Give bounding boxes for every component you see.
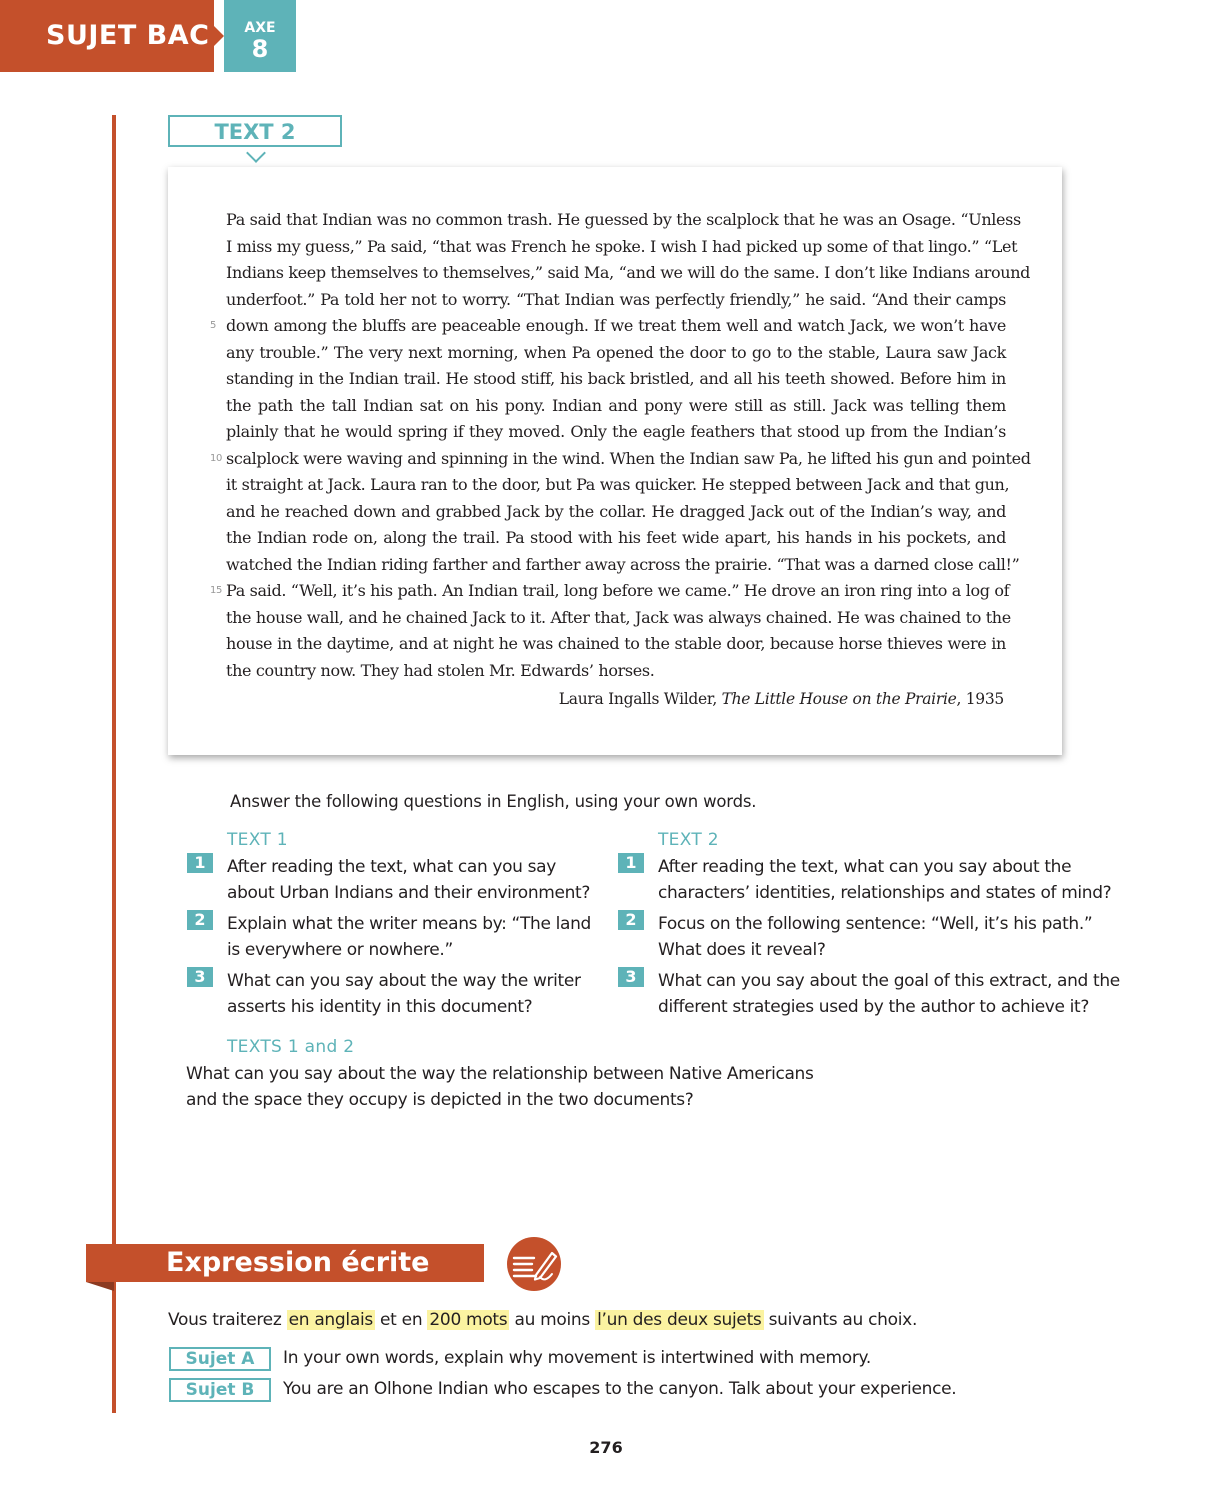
text2-heading: TEXT 2: [658, 830, 719, 850]
intro-text: suivants au choix.: [763, 1310, 918, 1330]
expression-ecrite-title: Expression écrite: [86, 1244, 484, 1282]
passage-line: any trouble.” The very next morning, when Pa opened the door to go to the stable, Laura saw Jack: [226, 342, 1006, 362]
sujet-b-label: Sujet B: [169, 1378, 271, 1402]
question-line: What can you say about the way the writer: [227, 971, 581, 991]
text2-question-2: [658, 912, 1092, 963]
sujet-a-text: In your own words, explain why movement is intertwined with memory.: [283, 1348, 871, 1368]
question-number: 3: [618, 967, 644, 987]
intro-text: au moins: [509, 1310, 596, 1330]
band-fold: [86, 1282, 114, 1291]
passage-line-text: down among the bluffs are peaceable enough. If we treat them well and watch Jack, we won’t have: [226, 316, 1006, 335]
highlight-200-mots: 200 mots: [429, 1310, 508, 1330]
page-number: 276: [589, 1438, 623, 1457]
question-number: 2: [187, 910, 213, 930]
question-number: 2: [618, 910, 644, 930]
highlight-un-des-deux-sujets: l’un des deux sujets: [597, 1310, 762, 1330]
axe-label: AXE: [244, 20, 276, 36]
passage-line: it straight at Jack. Laura ran to the door, but Pa was quicker. He stepped between Jack and that gun,: [226, 475, 1010, 494]
text1-heading: TEXT 1: [227, 830, 288, 850]
passage-line: the house wall, and he chained Jack to it. After that, Jack was always chained. He was chained to the: [226, 607, 1011, 627]
line-number: 5: [210, 320, 217, 331]
passage-line: I miss my guess,” Pa said, “that was French he spoke. I wish I had picked up some of that lingo.” “Let: [226, 236, 1018, 256]
question-line: is everywhere or nowhere.”: [227, 939, 453, 960]
passage-line: Indians keep themselves to themselves,” said Ma, “and we will do the same. I don’t like Indians around: [226, 263, 1031, 282]
text2-passage: [210, 207, 1031, 684]
intro-text: Vous traiterez: [168, 1310, 287, 1330]
text2-passage-box: [168, 167, 1062, 755]
both-texts-question: [186, 1062, 846, 1113]
passage-line-5: [210, 313, 1006, 340]
credit-title: The Little House on the Prairie: [721, 690, 957, 708]
pen-writing-icon-glyph: [507, 1237, 561, 1291]
passage-line: watched the Indian riding farther and farther away across the prairie. “That was a darned close call!”: [226, 554, 1020, 574]
question-line: After reading the text, what can you say: [227, 857, 556, 877]
text1-question-1: [227, 855, 590, 906]
text1-question-3: [227, 969, 581, 1020]
sujet-a-label: Sujet A: [169, 1347, 271, 1371]
credit-author: Laura Ingalls Wilder,: [558, 690, 722, 708]
expression-instruction: [168, 1310, 917, 1330]
question-line: What can you say about the way the relationship between Native Americans: [186, 1064, 814, 1084]
passage-line: house in the daytime, and at night he was chained to the stable door, because horse thieves were in: [226, 634, 1006, 653]
sujet-bac-banner: SUJET BAC: [0, 0, 214, 72]
text2-tag: TEXT 2: [168, 115, 342, 147]
both-texts-heading: TEXTS 1 and 2: [227, 1037, 355, 1057]
question-line: What does it reveal?: [658, 939, 826, 960]
text2-question-3: [658, 969, 1120, 1020]
highlight-en-anglais: en anglais: [288, 1310, 373, 1330]
sujet-b-text: You are an Olhone Indian who escapes to the canyon. Talk about your experience.: [283, 1379, 957, 1399]
question-line: about Urban Indians and their environment?: [227, 882, 591, 903]
question-line: different strategies used by the author to achieve it?: [658, 996, 1090, 1017]
passage-line: plainly that he would spring if they moved. Only the eagle feathers that stood up from the Indian’s: [226, 422, 1006, 441]
passage-line: underfoot.” Pa told her not to worry. “That Indian was perfectly friendly,” he said. “And their camps: [226, 289, 1006, 309]
question-number: 3: [187, 967, 213, 987]
passage-line-text: Pa said. “Well, it’s his path. An Indian trail, long before we came.” He drove an iron ring into a log of: [226, 581, 1010, 600]
question-line: characters’ identities, relationships and states of mind?: [658, 882, 1112, 903]
line-number: 10: [210, 452, 223, 464]
passage-line-text: scalplock were waving and spinning in the wind. When the Indian saw Pa, he lifted his gun and pointed: [226, 448, 1031, 468]
question-number: 1: [187, 853, 213, 873]
intro-text: et en: [374, 1310, 428, 1330]
left-margin-rule: [112, 115, 116, 1413]
passage-line: the country now. They had stolen Mr. Edwards’ horses.: [226, 660, 655, 680]
passage-line: Pa said that Indian was no common trash. He guessed by the scalplock that he was an Osage. “Unless: [226, 210, 1021, 229]
passage-line-15: [210, 578, 1010, 605]
question-line: Explain what the writer means by: “The land: [227, 914, 591, 934]
passage-line: and he reached down and grabbed Jack by the collar. He dragged Jack out of the Indian’s way, and: [226, 501, 1006, 521]
passage-line-10: [210, 446, 1031, 473]
question-line: asserts his identity in this document?: [227, 996, 533, 1017]
pen-writing-icon: [507, 1237, 561, 1291]
question-line: and the space they occupy is depicted in the two documents?: [186, 1089, 694, 1110]
question-number: 1: [618, 853, 644, 873]
question-line: What can you say about the goal of this extract, and the: [658, 971, 1120, 991]
credit-year: , 1935: [956, 690, 1004, 708]
line-number: 15: [210, 585, 223, 596]
text2-credit: [559, 690, 1004, 708]
question-line: After reading the text, what can you say about the: [658, 857, 1072, 877]
axe-number: 8: [251, 35, 269, 63]
text1-question-2: [227, 912, 591, 963]
banner-arrow: [214, 26, 224, 46]
text2-question-1: [658, 855, 1111, 906]
axe-badge: [224, 0, 296, 72]
questions-instruction: Answer the following questions in English, using your own words.: [230, 792, 757, 811]
passage-line: the path the tall Indian sat on his pony. Indian and pony were still as still. Jack was telling them: [226, 395, 1006, 415]
passage-line: standing in the Indian trail. He stood stiff, his back bristled, and all his teeth showed. Before him in: [226, 369, 1006, 388]
passage-line: the Indian rode on, along the trail. Pa stood with his feet wide apart, his hands in his pockets, and: [226, 528, 1006, 547]
question-line: Focus on the following sentence: “Well, it’s his path.”: [658, 914, 1093, 934]
